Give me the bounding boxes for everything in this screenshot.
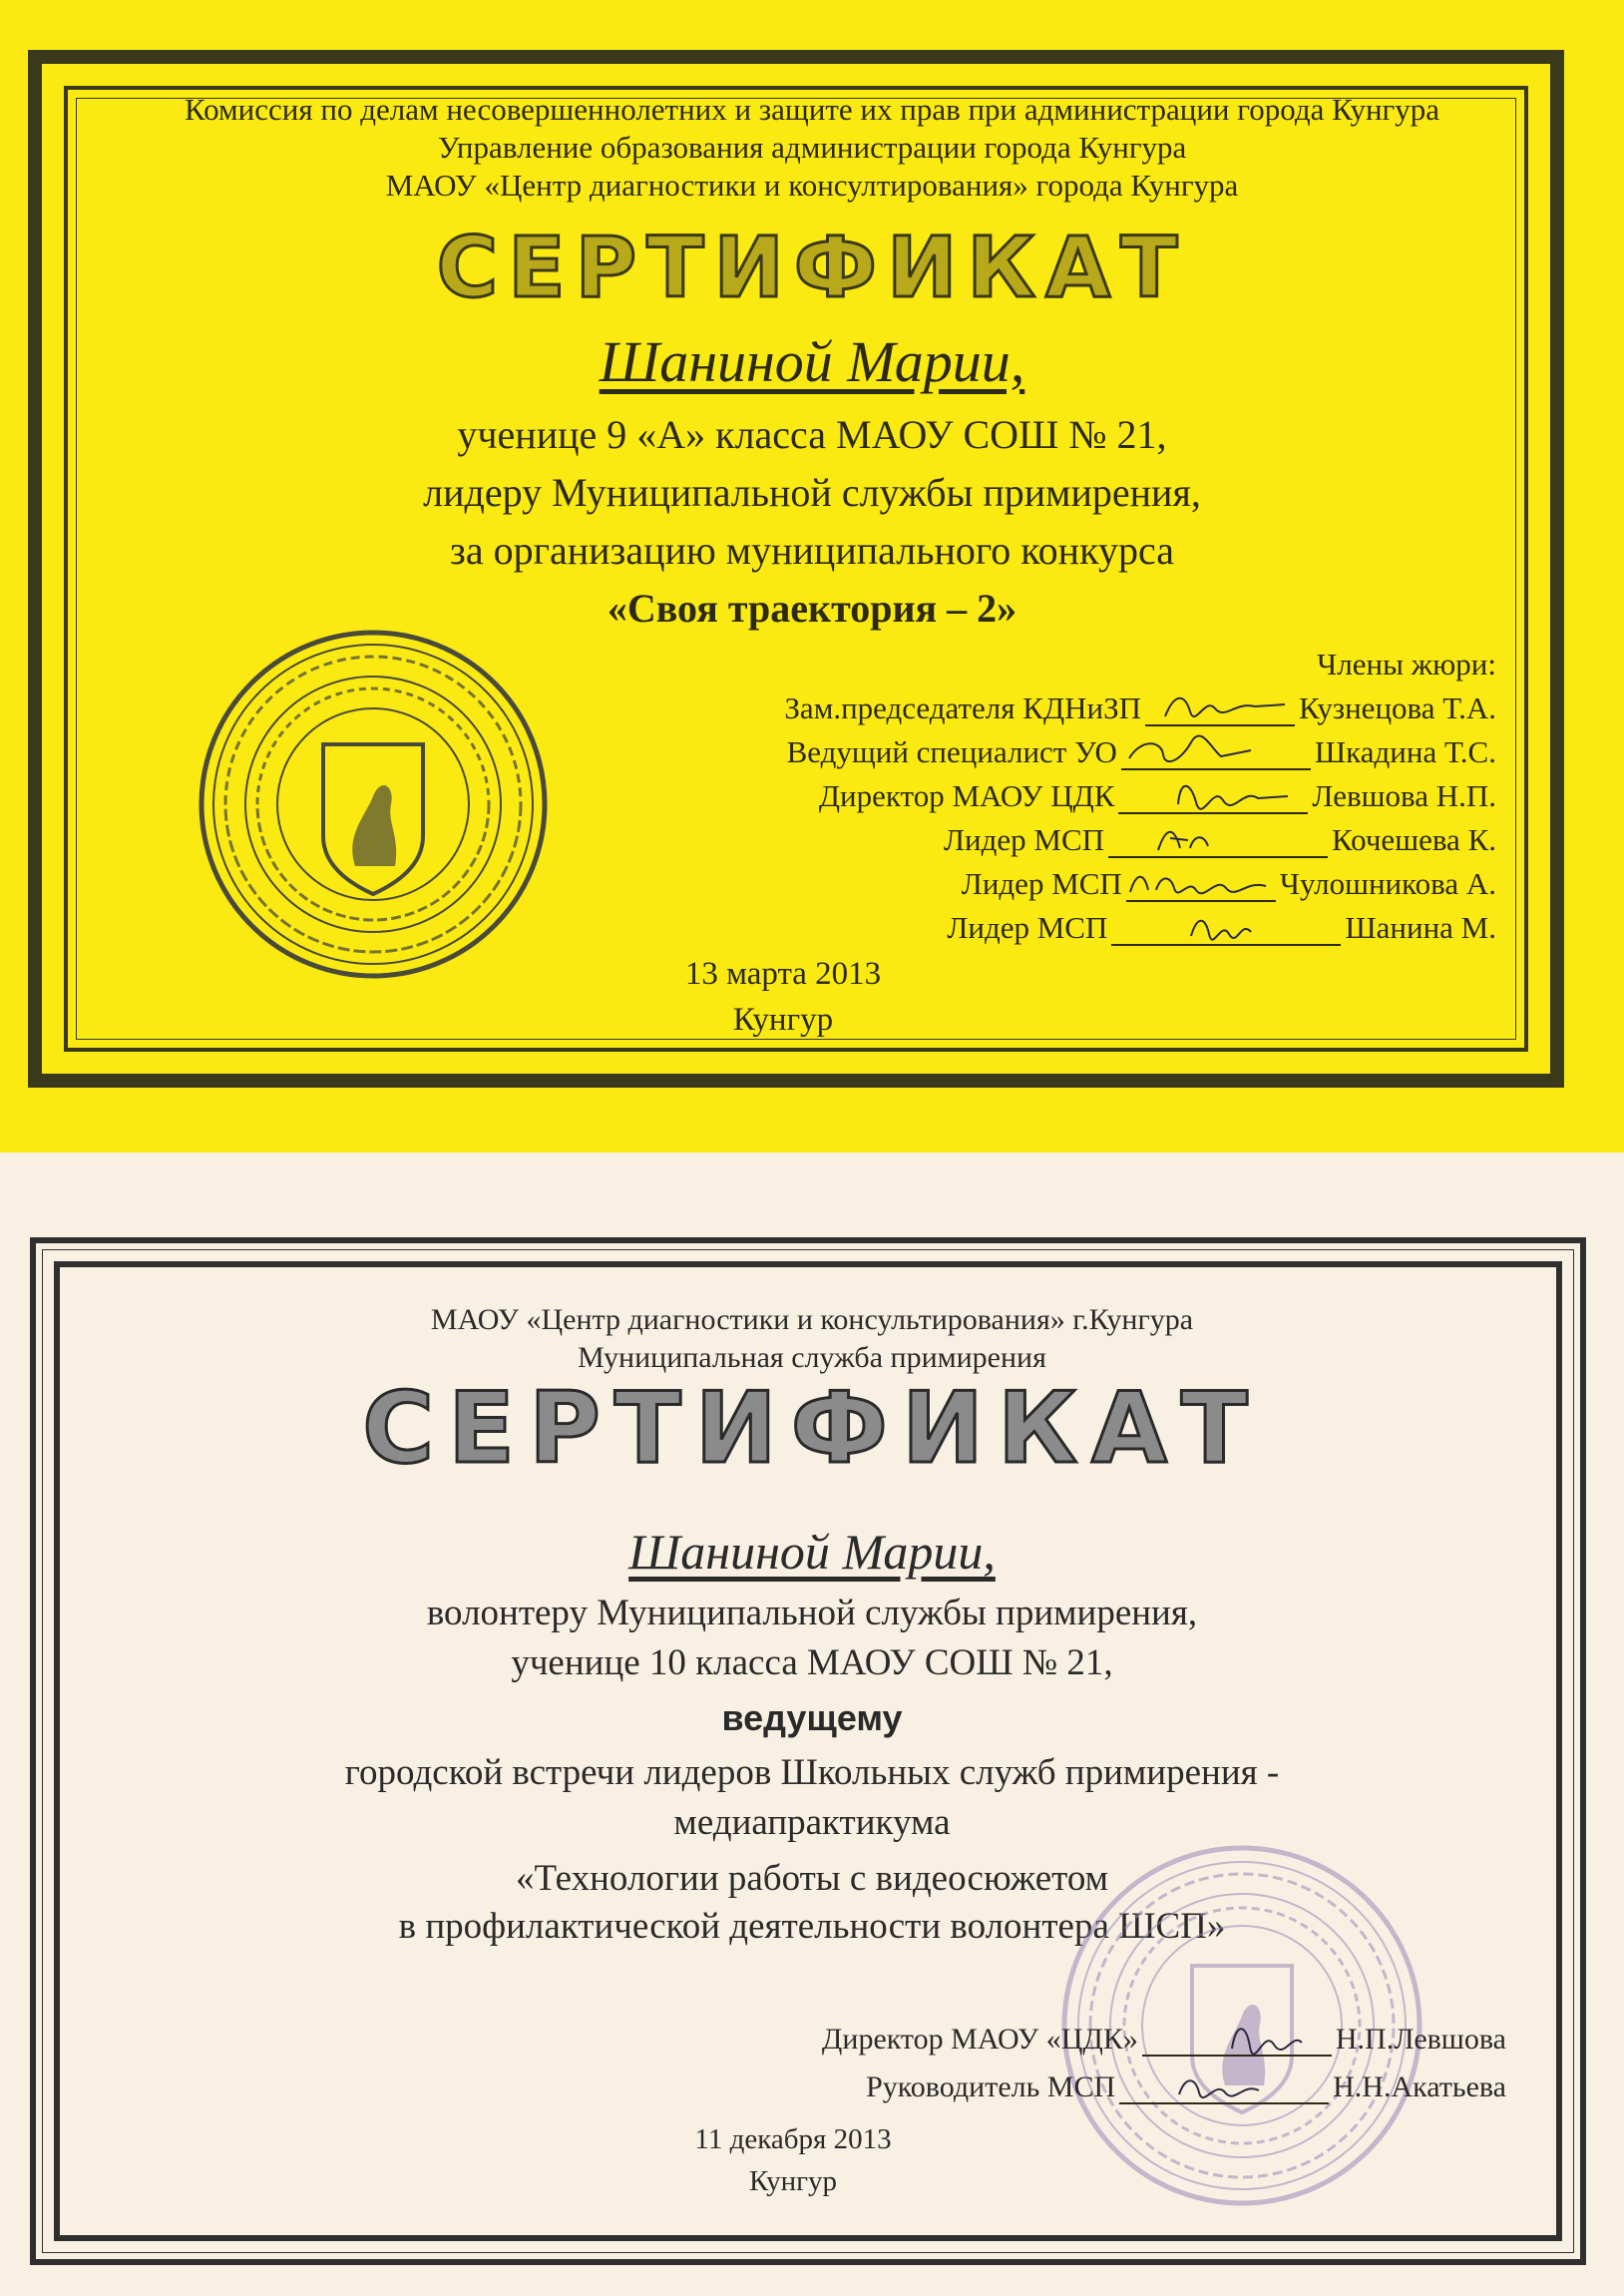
issue-city: Кунгур [732, 1002, 834, 1038]
jury-position: Лидер МСП [947, 910, 1108, 945]
recipient-name: Шаниной Марии, [628, 1524, 996, 1580]
details-line-3: «Технологии работы с видеосюжетом [515, 1858, 1109, 1899]
signature [1126, 868, 1276, 902]
jury-position: Лидер МСП [961, 866, 1122, 901]
contest-name: «Своя траектория – 2» [607, 586, 1017, 631]
recipient-name: Шаниной Марии, [599, 329, 1025, 394]
jury-row [944, 818, 1496, 858]
details-line-1: городской встречи лидеров Школьных служб примирения - [344, 1752, 1280, 1793]
jury-name: Кузнецова Т.А. [1299, 690, 1496, 725]
certificate-cream [0, 1152, 1624, 2296]
issue-city: Кунгур [748, 2165, 838, 2197]
details-line-2: медиапрактикума [673, 1802, 951, 1843]
certificate-title: СЕРТИФИКАТ [362, 1372, 1262, 1486]
header-line-1: МАОУ «Центр диагностики и консультирования» г.Кунгура [430, 1303, 1194, 1336]
signer-name: Н.Н.Акатьева [1333, 2070, 1506, 2103]
jury-name: Кочешева К. [1332, 822, 1496, 857]
header-line-2: Муниципальная служба примирения [578, 1341, 1046, 1374]
signature [1119, 2070, 1329, 2104]
signature [1118, 780, 1308, 814]
header-line-3: МАОУ «Центр диагностики и консултирования» города Кунгура [385, 168, 1239, 203]
jury-position: Лидер МСП [943, 822, 1105, 857]
jury-position: Зам.председателя КДНиЗП [784, 690, 1141, 725]
jury-row [947, 906, 1496, 946]
jury-row [784, 687, 1496, 726]
body-line-3: за организацию муниципального конкурса [450, 528, 1174, 573]
issue-date: 11 декабря 2013 [694, 2123, 892, 2155]
signature-row [822, 2017, 1506, 2057]
jury-name: Левшова Н.П. [1312, 778, 1496, 813]
issue-date: 13 марта 2013 [684, 956, 882, 992]
header-line-2: Управление образования администрации города Кунгура [437, 130, 1187, 165]
jury-row [787, 730, 1496, 770]
signature-row [866, 2065, 1506, 2104]
signature [1108, 824, 1328, 858]
body-line-1: ученице 9 «А» класса МАОУ СОШ № 21, [457, 412, 1167, 457]
body-line-2: лидеру Муниципальной службы примирения, [423, 470, 1201, 515]
body-line-2: ученице 10 класса МАОУ СОШ № 21, [511, 1642, 1113, 1683]
details-line-4: в профилактической деятельности волонтера ШСП» [398, 1906, 1226, 1947]
jury-position: Ведущий специалист УО [786, 734, 1117, 769]
signature [1121, 736, 1311, 770]
official-stamp-icon [196, 627, 551, 982]
signer-name: Н.П.Левшова [1335, 2023, 1506, 2056]
header-line-1: Комиссия по делам несовершеннолетних и защите их прав при администрации города Кунгура [184, 92, 1440, 127]
role-label: ведущему [721, 1697, 903, 1738]
signature [1145, 692, 1295, 726]
jury-name: Шанина М. [1345, 910, 1496, 945]
certificate-title: СЕРТИФИКАТ [436, 219, 1188, 316]
jury-title: Члены жюри: [1317, 647, 1496, 682]
jury-name: Чулошникова А. [1279, 866, 1496, 901]
jury-name: Шкадина Т.С. [1314, 734, 1496, 769]
body-line-1: волонтеру Муниципальной службы примирения, [426, 1593, 1198, 1633]
jury-position: Директор МАОУ ЦДК [818, 778, 1115, 813]
signer-position: Руководитель МСП [866, 2070, 1116, 2103]
jury-row [819, 774, 1496, 814]
signature [1111, 912, 1341, 946]
signature [1142, 2023, 1332, 2057]
jury-row [962, 862, 1496, 902]
signer-position: Директор МАОУ «ЦДК» [821, 2023, 1138, 2056]
